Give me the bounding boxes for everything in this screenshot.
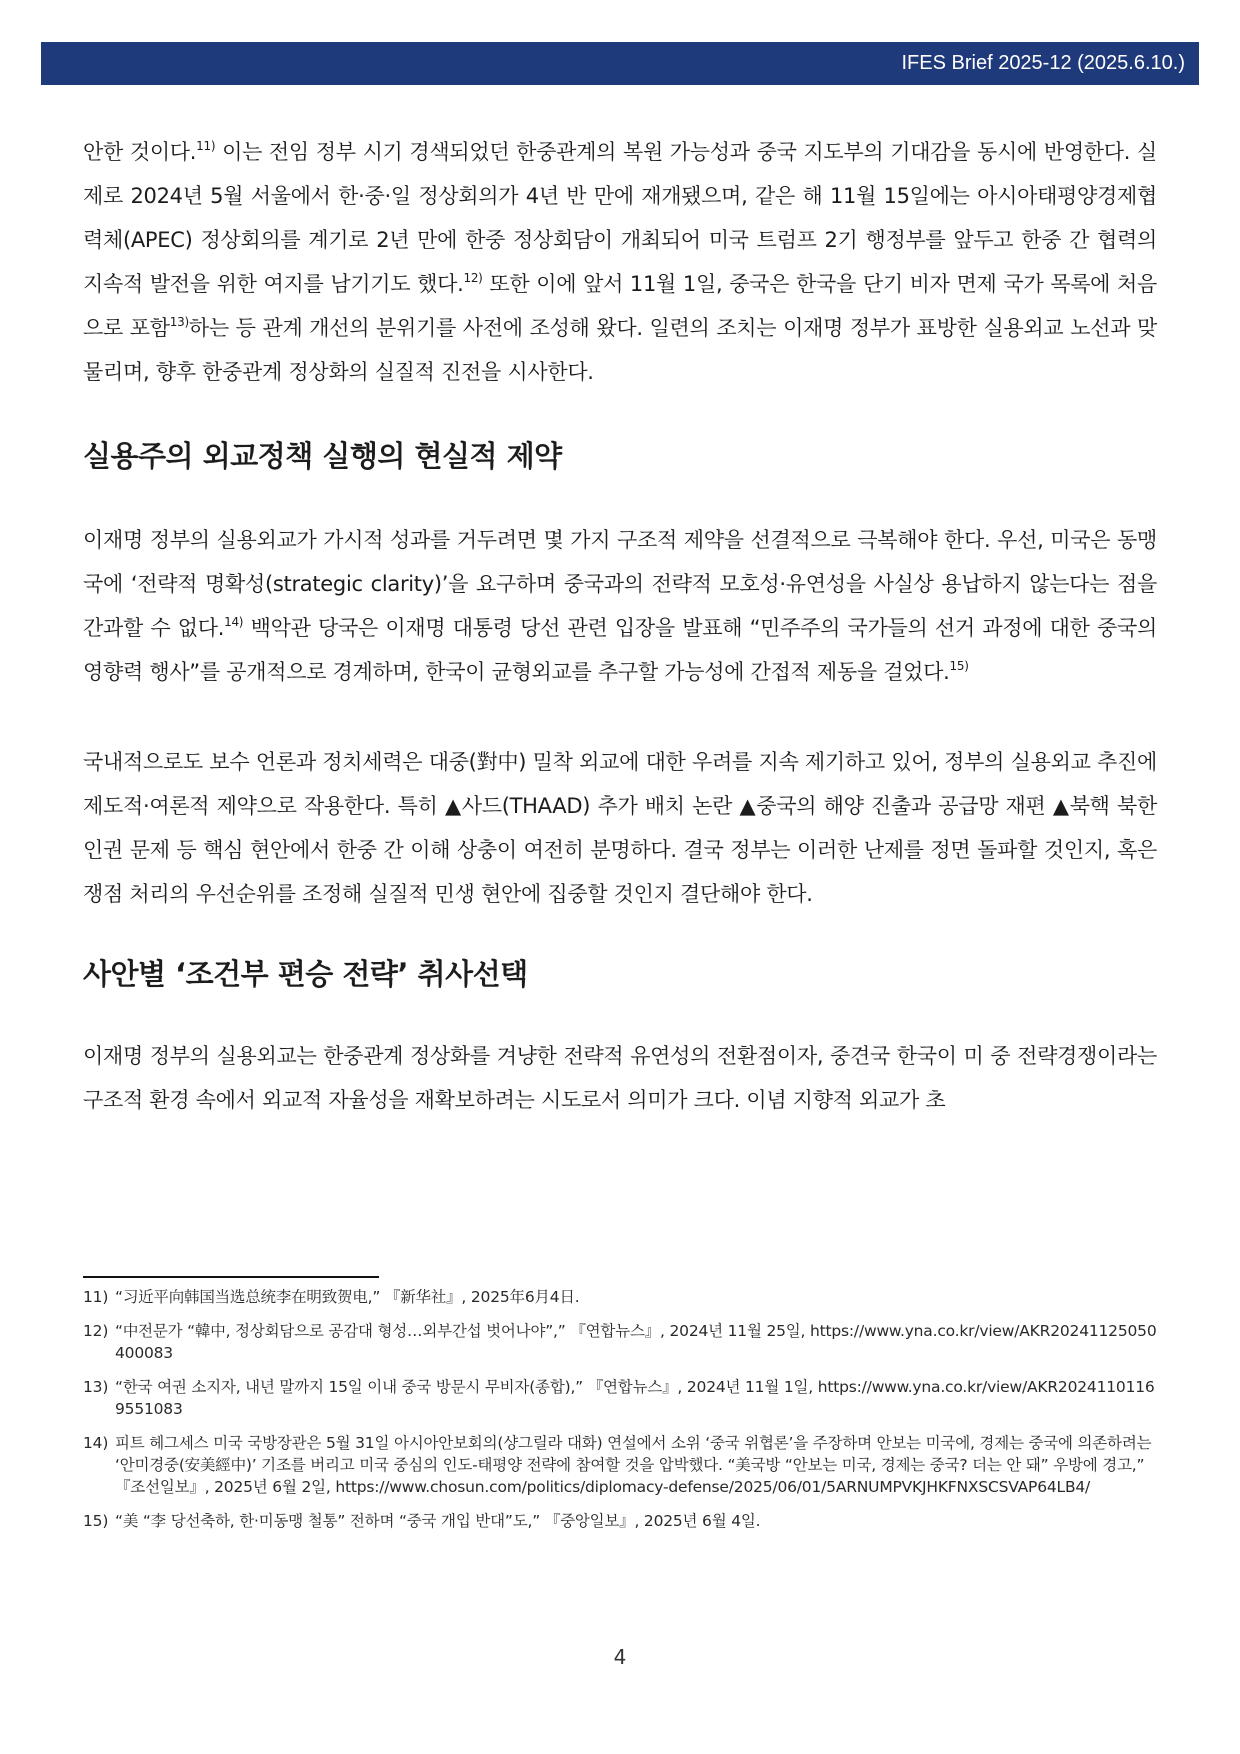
footnote-ref-14[interactable]: 14): [224, 615, 244, 629]
footnote-number: 11): [83, 1288, 109, 1306]
footnote-ref-15[interactable]: 15): [949, 659, 969, 673]
footnote-number: 12): [83, 1322, 109, 1340]
footnote-ref-12[interactable]: 12): [463, 271, 483, 285]
footnote-number: 13): [83, 1378, 109, 1396]
paragraph-2: [83, 518, 1157, 694]
paragraph-2-text-b: 백악관 당국은 이재명 대통령 당선 관련 입장을 발표해 “민주주의 국가들의 선거 과정에 대한 중국의 영향력 행사”를 공개적으로 경계하며, 한국이 균형외교를 추구할 가능성에 간접적 제동을 걸었다.: [83, 616, 1157, 684]
footnote-text: “美 “李 당선축하, 한·미동맹 철통” 전하며 “중국 개입 반대”도,” 『중앙일보』, 2025년 6월 4일.: [115, 1512, 761, 1530]
paragraph-2-text-a: 이재명 정부의 실용외교가 가시적 성과를 거두려면 몇 가지 구조적 제약을 선결적으로 극복해야 한다. 우선, 미국은 동맹국에 ‘전략적 명확성(strategic clarity)’을 요구하며 중국과의 전략적 모호성·유연성을 사실상 용납하지 않는다는 점을 간과할 수 없다.: [83, 528, 1157, 640]
page-number: 4: [613, 1645, 627, 1669]
footnote-item: [83, 1286, 1157, 1308]
paragraph-1-text-b: 이는 전임 정부 시기 경색되었던 한중관계의 복원 가능성과 중국 지도부의 기대감을 동시에 반영한다. 실제로 2024년 5월 서울에서 한·중·일 정상회의가 4년 반 만에 재개됐으며, 같은 해 11월 15일에는 아시아태평양경제협력체(APEC) 정상회의를 계기로 2년 만에 한중 정상회담이 개최되어 미국 트럼프 2기 행정부를 앞두고 한중 간 협력의 지속적 발전을 위한 여지를 남기기도 했다.: [83, 140, 1157, 296]
main-content: [83, 130, 1157, 1122]
footnote-item: [83, 1510, 1157, 1532]
section-heading-constraints: 실용주의 외교정책 실행의 현실적 제약: [83, 439, 562, 473]
section-heading-strategy: 사안별 ‘조건부 편승 전략’ 취사선택: [83, 957, 528, 991]
paragraph-1-text-c: 또한 이에 앞서 11월 1일, 중국은 한국을 단기 비자 면제 국가 목록에 처음으로 포함: [83, 272, 1158, 340]
footnote-text: “习近平向韩国当选总统李在明致贺电,” 『新华社』, 2025年6月4日.: [115, 1288, 580, 1306]
footnote-ref-11[interactable]: 11): [196, 139, 216, 153]
paragraph-1-text-a: 안한 것이다.: [83, 140, 197, 164]
footnote-item: [83, 1376, 1157, 1420]
paragraph-4: 이재명 정부의 실용외교는 한중관계 정상화를 겨냥한 전략적 유연성의 전환점이자, 중견국 한국이 미 중 전략경쟁이라는 구조적 환경 속에서 외교적 자율성을 재확보하려는 시도로서 의미가 크다. 이념 지향적 외교가 초: [83, 1044, 1157, 1112]
document-header: [41, 42, 1199, 85]
footnote-number: 15): [83, 1512, 109, 1530]
footnote-text[interactable]: “中전문가 “韓中, 정상회담으로 공감대 형성…외부간섭 벗어나야”,” 『연합뉴스』, 2024년 11월 25일, https://www.yna.co.kr/view/AKR20241125050400083: [115, 1322, 1157, 1362]
footnote-text[interactable]: “한국 여권 소지자, 내년 말까지 15일 이내 중국 방문시 무비자(종합),” 『연합뉴스』, 2024년 11월 1일, https://www.yna.co.kr/view/AKR20241101169551083: [115, 1378, 1155, 1418]
footnote-text[interactable]: 피트 헤그세스 미국 국방장관은 5월 31일 아시아안보회의(샹그릴라 대화) 연설에서 소위 ‘중국 위협론’을 주장하며 안보는 미국에, 경제는 중국에 의존하려는 ‘안미경중(安美經中)’ 기조를 버리고 미국 중심의 인도-태평양 전략에 참여할 것을 압박했다. “美국방 “안보는 미국, 경제는 중국? 더는 안 돼” 우방에 경고,” 『조선일보』, 2025년 6월 2일, https://www.chosun.com/politics/diplomacy-defense/2025/06/01/5ARNUMPVKJHKFNXSCSVAP64LB4/: [115, 1434, 1152, 1496]
footnote-item: [83, 1432, 1157, 1498]
footnote-ref-13[interactable]: 13): [169, 315, 189, 329]
paragraph-3: 국내적으로도 보수 언론과 정치세력은 대중(對中) 밀착 외교에 대한 우려를 지속 제기하고 있어, 정부의 실용외교 추진에 제도적·여론적 제약으로 작용한다. 특히 ▲사드(THAAD) 추가 배치 논란 ▲중국의 해양 진출과 공급망 재편 ▲북핵 북한 인권 문제 등 핵심 현안에서 한중 간 이해 상충이 여전히 분명하다. 결국 정부는 이러한 난제를 정면 돌파할 것인지, 혹은 쟁점 처리의 우선순위를 조정해 실질적 민생 현안에 집중할 것인지 결단해야 한다.: [83, 750, 1157, 906]
paragraph-1: [83, 130, 1157, 394]
paragraph-1-text-d: 하는 등 관계 개선의 분위기를 사전에 조성해 왔다. 일련의 조치는 이재명 정부가 표방한 실용외교 노선과 맞물리며, 향후 한중관계 정상화의 실질적 진전을 시사한다.: [83, 316, 1157, 384]
footnotes: [83, 1286, 1157, 1544]
footnote-divider: [83, 1276, 379, 1278]
header-label: IFES Brief 2025-12 (2025.6.10.): [901, 52, 1185, 74]
footnote-number: 14): [83, 1434, 109, 1452]
footnote-item: [83, 1320, 1157, 1364]
